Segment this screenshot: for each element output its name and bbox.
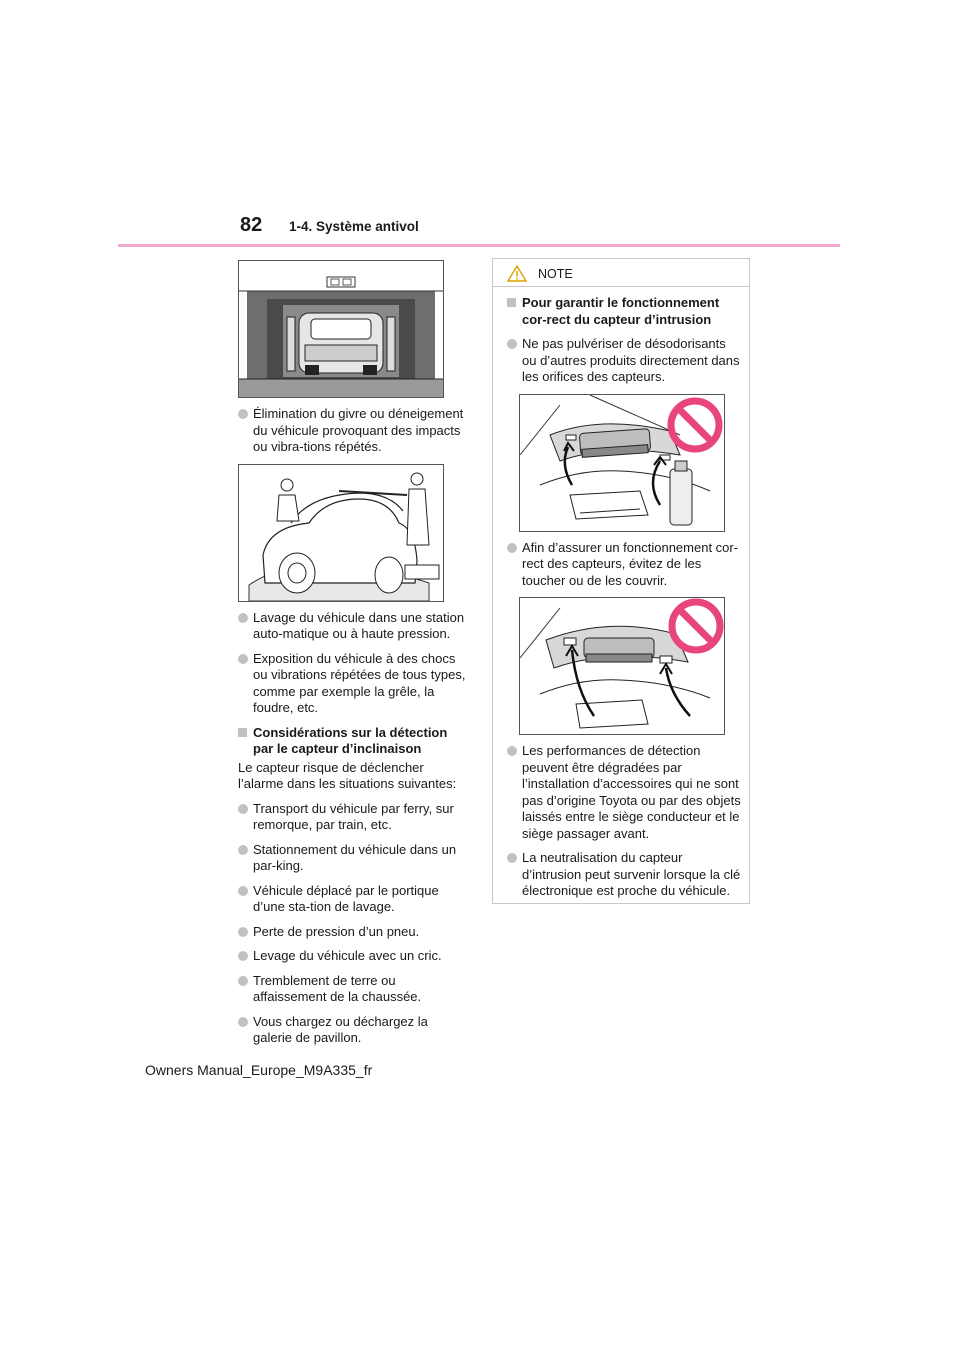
bullet-shocks: Exposition du véhicule à des chocs ou vibrations répétées de tous types, comme par exemple la grêle, la foudre, etc. [238,651,466,717]
snow-removal-illustration [238,464,444,602]
page-number: 82 [240,214,263,236]
bullet-dot-icon [238,976,248,986]
note-label: NOTE [538,267,573,281]
square-bullet-icon [507,298,516,307]
note-box [492,258,750,904]
tilt-item-earthquake: Tremblement de terre ou affaissement de la chaussée. [238,973,466,1006]
bullet-dot-icon [238,613,248,623]
note-bullet-accessories: Les performances de détection peuvent être dégradées par l’installation d’accessoires qui ne sont pas d’origine Toyota ou par des objets laissés entre le siège conducteur et le siège passager avant. [507,743,741,842]
tilt-item-portal: Véhicule déplacé par le portique d’une sta-tion de lavage. [238,883,466,916]
bullet-dot-icon [238,804,248,814]
bullet-dot-icon [238,409,248,419]
bullet-dot-icon [238,845,248,855]
bullet-dot-icon [238,1017,248,1027]
note-body [507,295,741,908]
tilt-item-ferry: Transport du véhicule par ferry, sur remorque, par train, etc. [238,801,466,834]
car-wash-illustration [238,260,444,398]
bullet-dot-icon [507,853,517,863]
bullet-dot-icon [238,927,248,937]
note-bullet-touch: Afin d’assurer un fonctionnement cor-rect des capteurs, évitez de les toucher ou de les couvrir. [507,540,741,590]
bullet-carwash: Lavage du véhicule dans une station auto-matique ou à haute pression. [238,610,466,643]
bullet-dot-icon [507,339,517,349]
note-heading: Pour garantir le fonctionnement cor-rect du capteur d’intrusion [507,295,741,328]
note-bullet-spray: Ne pas pulvériser de désodorisants ou d’autres produits directement dans les orifices des capteurs. [507,336,741,386]
warning-triangle-icon [507,265,527,282]
bullet-dot-icon [507,746,517,756]
sensor-spray-illustration [519,394,725,532]
bullet-dot-icon [238,886,248,896]
tilt-sensor-heading: Considérations sur la détection par le capteur d’inclinaison [238,725,466,758]
tilt-intro: Le capteur risque de déclencher l’alarme dans les situations suivantes: [238,759,457,791]
note-bullet-key: La neutralisation du capteur d’intrusion peut survenir lorsque la clé électronique est proche du véhicule. [507,850,741,900]
sensor-touch-illustration [519,597,725,735]
tilt-item-roof-rack: Vous chargez ou déchargez la galerie de pavillon. [238,1014,466,1047]
square-bullet-icon [238,728,247,737]
bullet-dot-icon [507,543,517,553]
tilt-item-tire: Perte de pression d’un pneu. [238,924,466,941]
section-title: 1-4. Système antivol [289,219,419,234]
tilt-item-parking: Stationnement du véhicule dans un par-king. [238,842,466,875]
bullet-dot-icon [238,951,248,961]
bullet-dot-icon [238,654,248,664]
bullet-defrost: Élimination du givre ou déneigement du véhicule provoquant des impacts ou vibra-tions répétés. [238,406,466,456]
header-rule [118,244,840,247]
footer-document-id: Owners Manual_Europe_M9A335_fr [145,1062,373,1078]
left-column [238,260,466,1055]
note-header [493,259,749,287]
tilt-item-jack: Levage du véhicule avec un cric. [238,948,466,965]
